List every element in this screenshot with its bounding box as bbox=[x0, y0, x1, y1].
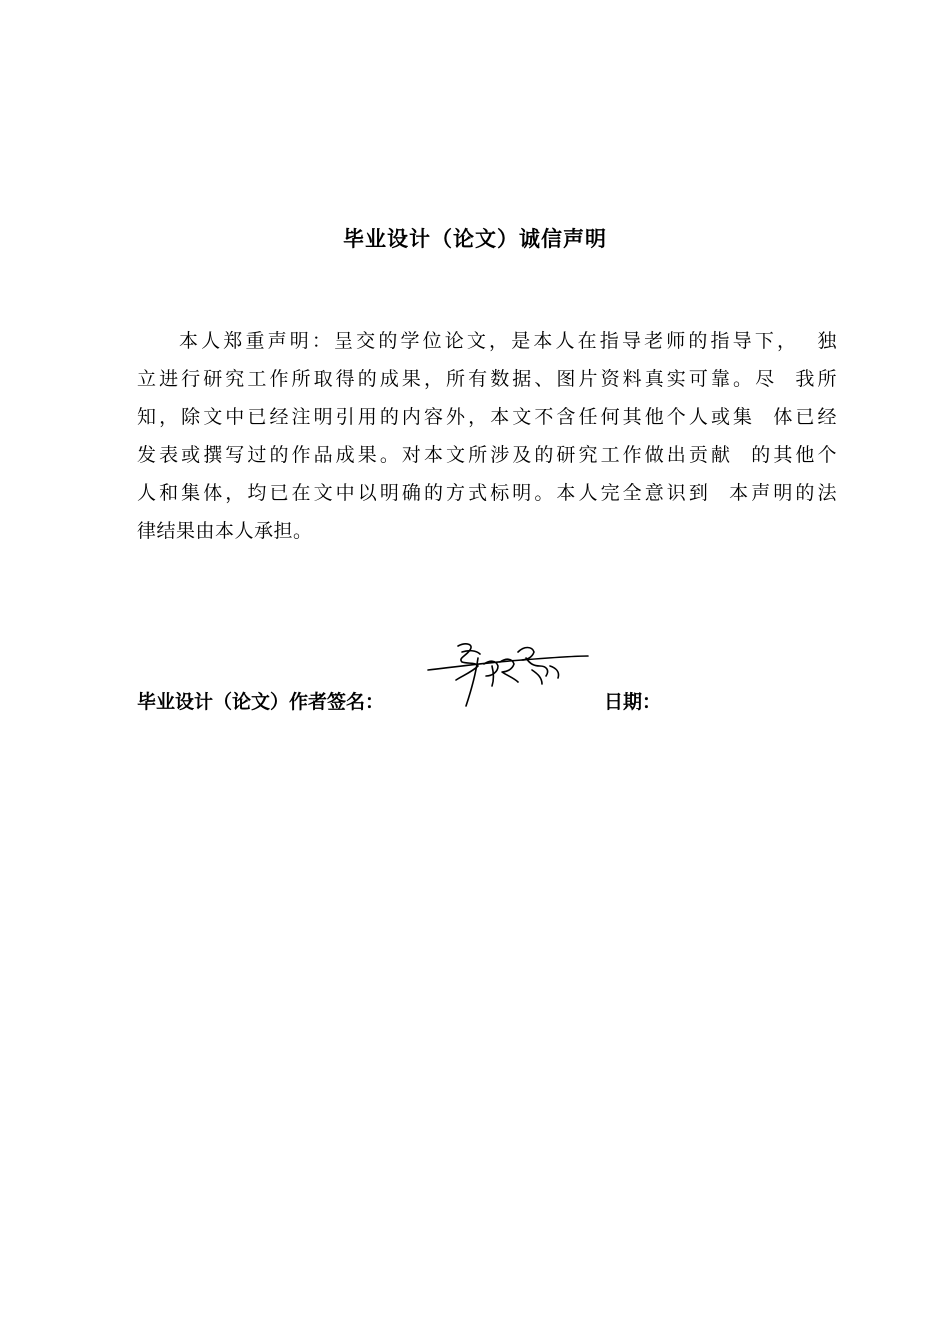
declaration-line: 立进行研究工作所取得的成果，所有数据、图片资料真实可靠。尽 我所 bbox=[137, 368, 837, 390]
declaration-line: 知，除文中已经注明引用的内容外，本文不含任何其他个人或集 体已经 bbox=[137, 406, 837, 428]
declaration-line: 律结果由本人承担。 bbox=[137, 520, 313, 542]
signature-label: 毕业设计（论文）作者签名： bbox=[137, 691, 385, 713]
page-title: 毕业设计（论文）诚信声明 bbox=[343, 227, 607, 251]
declaration-line: 发表或撰写过的作品成果。对本文所涉及的研究工作做出贡献 的其他个 bbox=[137, 444, 837, 466]
declaration-line: 人和集体，均已在文中以明确的方式标明。本人完全意识到 本声明的法 bbox=[137, 482, 837, 504]
handwritten-signature bbox=[422, 636, 592, 712]
declaration-body bbox=[137, 322, 837, 550]
date-label: 日期： bbox=[604, 691, 662, 713]
declaration-line: 本人郑重声明：呈交的学位论文，是本人在指导老师的指导下， 独 bbox=[179, 330, 837, 352]
